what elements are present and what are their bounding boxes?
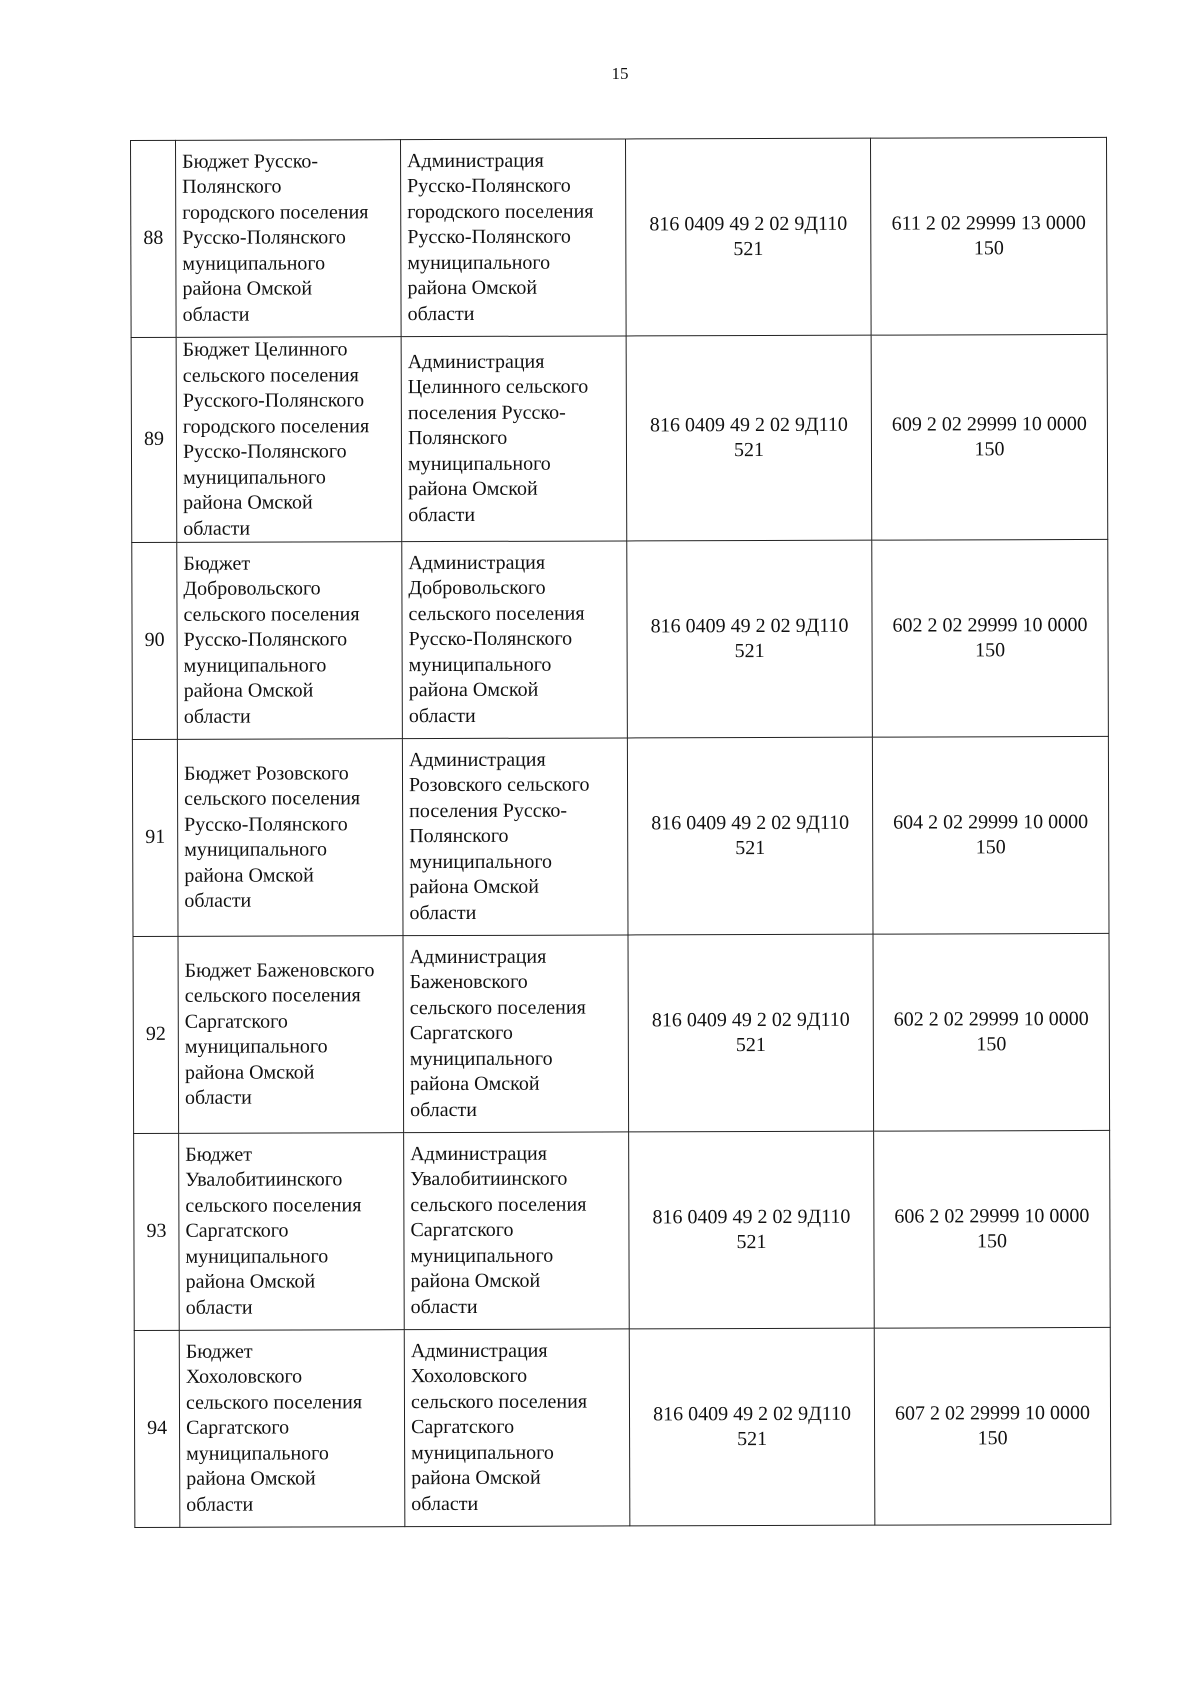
administrator-cell	[401, 336, 627, 542]
cell-text-line: Полянского	[407, 427, 508, 450]
cell-text-line: области	[182, 303, 250, 326]
cell-text-line: Баженовского	[409, 971, 528, 994]
cell-text-line: муниципального	[407, 251, 551, 274]
page-number: 15	[611, 64, 629, 83]
cell-text-line: области	[183, 517, 251, 540]
table-row	[132, 539, 1109, 739]
revenue-code-cell	[872, 736, 1109, 934]
cell-text-line: Бюджет	[183, 552, 251, 575]
expense-code-cell	[628, 934, 874, 1132]
cell-text-line: поселения Русско-	[409, 799, 568, 822]
cell-text-line: 611 2 02 29999 13 0000	[891, 211, 1086, 235]
cell-text-line: Саргатского	[409, 1022, 513, 1045]
cell-text-line: сельского поселения	[410, 1390, 588, 1413]
table-row	[132, 736, 1109, 936]
cell-text-line: области	[185, 1296, 253, 1319]
cell-text-line: Бюджет Русско-	[182, 150, 319, 173]
cell-text-line: сельского поселения	[183, 603, 360, 626]
administrator-cell	[402, 541, 628, 739]
cell-text-line: 602 2 02 29999 10 0000	[893, 1007, 1089, 1031]
cell-text-line: сельского поселения	[408, 602, 585, 625]
cell-text-line: области	[410, 1295, 478, 1318]
cell-text-line: области	[410, 1098, 477, 1121]
cell-text-line: сельского поселения	[185, 1194, 362, 1217]
cell-text-line: области	[409, 901, 477, 924]
cell-text-line: Хохоловского	[410, 1365, 528, 1388]
revenue-code-cell	[872, 539, 1109, 737]
cell-text-line: Русско-Полянского	[408, 627, 573, 651]
cell-text-line: 150	[976, 1230, 1007, 1253]
revenue-code-cell	[873, 933, 1110, 1131]
cell-text-line: 521	[734, 640, 765, 663]
row-number-cell: 90	[132, 542, 178, 739]
cell-text-line: 150	[974, 438, 1005, 461]
expense-code-cell	[629, 1131, 875, 1329]
budget-table	[130, 137, 1111, 1528]
cell-text-line: сельского поселения	[185, 1391, 363, 1414]
cell-text-line: 521	[733, 238, 764, 261]
cell-text-line: сельского поселения	[409, 996, 586, 1019]
table-body	[131, 137, 1111, 1527]
cell-text-line: муниципального	[182, 252, 326, 275]
cell-text-line: Саргатского	[186, 1416, 290, 1440]
cell-text-line: 150	[975, 836, 1006, 859]
cell-text-line: городского поселения	[182, 414, 370, 438]
cell-text-line: Русско-Полянского	[184, 812, 348, 836]
cell-text-line: 150	[976, 1033, 1007, 1056]
cell-text-line: 521	[736, 1231, 767, 1254]
cell-text-line: 816 0409 49 2 02 9Д110	[650, 614, 849, 637]
cell-text-line: 521	[735, 1034, 766, 1057]
cell-text-line: городского поселения	[407, 200, 594, 223]
administrator-cell	[404, 1329, 630, 1527]
cell-text-line: района Омской	[184, 1060, 315, 1084]
table-row	[134, 1130, 1111, 1330]
cell-text-line: Полянского	[182, 175, 282, 199]
cell-text-line: района Омской	[182, 277, 313, 301]
table-row	[134, 1327, 1111, 1527]
cell-text-line: Добровольского	[408, 576, 546, 600]
cell-text-line: Бюджет	[185, 1340, 253, 1363]
cell-text-line: района Омской	[184, 863, 314, 887]
cell-text-line: муниципального	[409, 850, 553, 873]
cell-text-line: Саргатского	[410, 1219, 514, 1242]
expense-code-cell	[625, 138, 871, 336]
cell-text-line: 150	[975, 639, 1006, 662]
cell-text-line: муниципального	[410, 1244, 554, 1267]
cell-text-line: области	[184, 889, 252, 912]
cell-text-line: Русско-Полянского	[182, 226, 346, 250]
table-row	[131, 334, 1108, 542]
cell-text-line: сельского поселения	[410, 1193, 587, 1216]
cell-text-line: 150	[973, 237, 1004, 260]
expense-code-cell	[627, 540, 873, 738]
cell-text-line: муниципального	[407, 452, 551, 475]
cell-text-line: Саргатского	[411, 1416, 515, 1439]
cell-text-line: района Омской	[409, 875, 539, 899]
revenue-code-cell	[874, 1327, 1111, 1525]
cell-text-line: Бюджет	[185, 1143, 252, 1166]
expense-code-cell	[629, 1328, 875, 1526]
cell-text-line: сельского поселения	[184, 787, 361, 810]
cell-text-line: области	[183, 705, 251, 728]
row-number-cell: 88	[131, 140, 177, 337]
cell-text-line: городского поселения	[182, 201, 369, 224]
cell-text-line: области	[184, 1086, 252, 1109]
cell-text-line: муниципального	[184, 838, 327, 861]
cell-text-line: Увалобитиинского	[410, 1167, 568, 1191]
table-row	[131, 137, 1108, 337]
cell-text-line: муниципального	[185, 1245, 329, 1268]
cell-text-line: Саргатского	[184, 1010, 288, 1033]
cell-text-line: района Омской	[409, 1072, 540, 1096]
cell-text-line: 602 2 02 29999 10 0000	[892, 613, 1088, 637]
cell-text-line: Администрация	[408, 748, 546, 771]
revenue-code-cell	[870, 137, 1107, 335]
administrator-cell	[403, 935, 629, 1133]
row-number-cell: 91	[132, 739, 178, 936]
cell-text-line: 816 0409 49 2 02 9Д110	[653, 1402, 851, 1425]
cell-text-line: области	[411, 1492, 479, 1515]
revenue-code-cell	[871, 334, 1108, 540]
cell-text-line: Русско-Полянского	[407, 225, 571, 249]
cell-text-line: 150	[977, 1427, 1008, 1450]
cell-text-line: муниципального	[409, 1047, 553, 1070]
cell-text-line: Администрация	[410, 1339, 548, 1362]
cell-text-line: муниципального	[183, 465, 326, 489]
budget-cell	[177, 739, 403, 937]
cell-text-line: 816 0409 49 2 02 9Д110	[651, 811, 850, 834]
cell-text-line: Бюджет Целинного	[182, 338, 348, 361]
budget-cell	[176, 337, 402, 543]
expense-code-cell	[627, 737, 873, 935]
cell-text-line: Розовского сельского	[408, 773, 590, 797]
cell-text-line: Добровольского	[183, 577, 321, 601]
cell-text-line: Полянского	[409, 825, 509, 848]
cell-text-line: Администрация	[410, 1142, 547, 1165]
cell-text-line: области	[408, 503, 476, 526]
cell-text-line: сельского поселения	[184, 984, 361, 1007]
cell-text-line: муниципального	[184, 1035, 328, 1058]
cell-text-line: Администрация	[407, 149, 544, 172]
administrator-cell	[404, 1132, 630, 1330]
cell-text-line: Хохоловского	[185, 1365, 303, 1389]
cell-text-line: 816 0409 49 2 02 9Д110	[649, 212, 848, 235]
cell-text-line: Целинного сельского	[407, 375, 589, 399]
cell-text-line: Саргатского	[185, 1219, 289, 1243]
row-number-cell: 93	[134, 1133, 180, 1330]
cell-text-line: сельского поселения	[182, 363, 359, 387]
cell-text-line: Русско-Полянского	[407, 174, 571, 198]
cell-text-line: муниципального	[411, 1441, 554, 1464]
table-row	[133, 933, 1110, 1133]
cell-text-line: 604 2 02 29999 10 0000	[893, 810, 1089, 834]
cell-text-line: 521	[737, 1428, 768, 1451]
cell-text-line: Русско-Полянского	[182, 440, 347, 463]
revenue-code-cell	[874, 1130, 1111, 1328]
row-number-cell: 89	[131, 337, 177, 542]
cell-text-line: района Омской	[185, 1270, 316, 1294]
cell-text-line: поселения Русско-	[407, 401, 566, 424]
expense-code-cell	[626, 335, 872, 541]
cell-text-line: 521	[735, 837, 766, 860]
cell-text-line: 607 2 02 29999 10 0000	[894, 1401, 1091, 1425]
cell-text-line: района Омской	[183, 491, 313, 514]
row-number-cell: 92	[133, 936, 179, 1133]
cell-text-line: Бюджет Розовского	[183, 761, 349, 785]
cell-text-line: Русского-Полянского	[182, 389, 365, 412]
budget-cell	[177, 542, 403, 740]
administrator-cell	[402, 738, 628, 936]
cell-text-line: Бюджет Баженовского	[184, 958, 375, 982]
row-number-cell: 94	[134, 1330, 180, 1527]
cell-text-line: 609 2 02 29999 10 0000	[891, 412, 1087, 436]
budget-cell	[179, 1133, 405, 1331]
cell-text-line: 521	[733, 439, 765, 462]
cell-text-line: района Омской	[407, 276, 538, 300]
cell-text-line: области	[407, 302, 475, 325]
cell-text-line: 606 2 02 29999 10 0000	[894, 1204, 1090, 1228]
budget-cell	[179, 1330, 405, 1528]
cell-text-line: района Омской	[183, 679, 314, 703]
cell-text-line: области	[408, 704, 476, 727]
cell-text-line: района Омской	[186, 1467, 316, 1491]
cell-text-line: Русско-Полянского	[183, 628, 348, 652]
cell-text-line: района Омской	[410, 1269, 541, 1293]
cell-text-line: Администрация	[407, 350, 545, 373]
cell-text-line: Администрация	[409, 945, 547, 968]
cell-text-line: муниципального	[408, 653, 552, 676]
administrator-cell	[401, 139, 627, 337]
budget-cell	[178, 936, 404, 1134]
budget-cell	[176, 140, 402, 338]
cell-text-line: района Омской	[411, 1466, 541, 1490]
cell-text-line: 816 0409 49 2 02 9Д110	[652, 1205, 851, 1228]
cell-text-line: муниципального	[186, 1442, 329, 1465]
cell-text-line: области	[186, 1493, 254, 1516]
cell-text-line: муниципального	[183, 654, 327, 677]
cell-text-line: 816 0409 49 2 02 9Д110	[649, 413, 848, 436]
cell-text-line: 816 0409 49 2 02 9Д110	[651, 1008, 850, 1031]
cell-text-line: района Омской	[408, 477, 538, 501]
cell-text-line: Администрация	[408, 551, 546, 574]
cell-text-line: Увалобитиинского	[185, 1168, 343, 1192]
cell-text-line: района Омской	[408, 678, 539, 702]
